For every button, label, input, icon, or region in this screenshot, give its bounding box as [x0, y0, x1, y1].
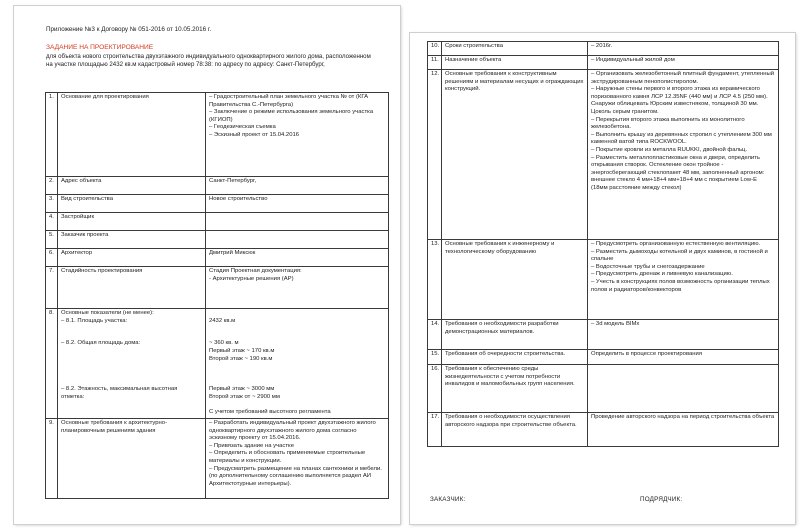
requirements-table-1: [45, 92, 389, 499]
row-number: 13.: [428, 240, 442, 320]
table-row: [428, 413, 779, 447]
row-value: – Организовать железобетонный плитный фундамент, утепленный экструдированным пенополистиролом. – Наружные стены первого и второго этажа из керамического поризованного камня ЛСР 12.35NF (440 мм) и ЛСР 4.5 (250 мм). Снаружи облицевать Юрским известняком, толщиной 30 мм. Цоколь серым гранитом. – Перекрытия второго этажа выполнить из монолитного железобетона. – Выполнить крышу из деревянных стропил с утеплением 300 мм каменной ватой типа ROCKWOOL. – Покрытие кровли из металла RUUKKI, двойной фальц. – Разместить металлопластиковые окна и двери, определить открывания створок. Остекление окон тройное - энергосберегающий стеклопакет 48 мм, заполненный аргоном: внешнее стекло 4 мм+18+4 мм+18+4 мм с покрытием Low-E (18мм расстояние между стекол): [588, 70, 779, 240]
row-value: – 3d модель BIMx: [588, 320, 779, 350]
row-value: Стадия Проектная документация: - Архитектурные решения (АР): [206, 267, 389, 309]
table-row: [428, 365, 779, 413]
row-number: 7.: [46, 267, 58, 309]
row-value: Определить в процессе проектирования: [588, 350, 779, 365]
row-label: Требования к обеспечению среды жизнедеятельности с учетом потребности инвалидов и маломобильных групп населения.: [442, 365, 588, 413]
row-value: Новое строительство: [206, 195, 389, 213]
document-title: ЗАДАНИЕ НА ПРОЕКТИРОВАНИЕ: [46, 44, 154, 51]
table-row: [428, 350, 779, 365]
document-intro: для объекта нового строительства двухэтажного индивидуального одноквартирного жилого дома, расположенном на участке площадью 2432 кв.м кадастровый номер 78:38: по адресу по адресу: Санкт-Петербург,: [46, 53, 371, 69]
row-value: [588, 365, 779, 413]
row-value: Санкт-Петербург,: [206, 177, 389, 195]
row-label: Стадийность проектирования: [58, 267, 206, 309]
row-label: Застройщик: [58, 213, 206, 231]
row-number: 14.: [428, 320, 442, 350]
row-number: 8.: [46, 309, 58, 419]
row-value: – Градостроительный план земельного участка № от (КГА Правительства С.-Петербурга) – Заключение о режиме использования земельного участка (КГИОП) – Геодезическая съемка – Эскизный проект от 15.04.2016: [206, 93, 389, 177]
requirements-table-2: [427, 41, 779, 447]
row-number: 11.: [428, 56, 442, 70]
table-row: [46, 93, 389, 177]
document-page-2: [410, 33, 795, 524]
table-row: [46, 309, 389, 419]
row-number: 15.: [428, 350, 442, 365]
row-number: 1.: [46, 93, 58, 177]
row-label: Назначение объекта: [442, 56, 588, 70]
row-number: 3.: [46, 195, 58, 213]
table-row: [46, 177, 389, 195]
row-value: – Предусмотреть организованную естественную вентиляцию. – Разместить дымоходы котельной и двух каминов, в гостиной и спальне – Водосточные трубы и снегозадержание – Предусмотреть дренаж и ливневую канализацию. – Учесть в конструкциях полов возможность организации теплых полов и радиаторов/конвекторов: [588, 240, 779, 320]
row-number: 16.: [428, 365, 442, 413]
table-row: [428, 320, 779, 350]
row-number: 12.: [428, 70, 442, 240]
row-label: Заказчик проекта: [58, 231, 206, 249]
row-value: 2432 кв.м ~ 360 кв. м Первый этаж ~ 170 кв.м Второй этаж ~ 190 кв.м Первый этаж ~ 3000 мм Второй этаж от ~ 2900 мм С учетом требований высотного регламента: [206, 309, 389, 419]
table-row: [46, 195, 389, 213]
table-row: [46, 213, 389, 231]
row-number: 2.: [46, 177, 58, 195]
row-label: Основные требования к конструктивным решениям и материалам несущих и ограждающих конструкций.: [442, 70, 588, 240]
document-page-1: [14, 6, 400, 524]
table-row: [428, 56, 779, 70]
row-label: Адрес объекта: [58, 177, 206, 195]
row-label: Основание для проектирования: [58, 93, 206, 177]
row-value: – 2016г.: [588, 42, 779, 56]
row-number: 6.: [46, 249, 58, 267]
table-row: [46, 231, 389, 249]
row-label: Основные требования к архитектурно-планировочным решениям здания: [58, 419, 206, 499]
row-value: [206, 213, 389, 231]
row-value: – Индивидуальный жилой дом: [588, 56, 779, 70]
row-label: Архитектор: [58, 249, 206, 267]
row-label: Основные требования к инженерному и технологическому оборудованию: [442, 240, 588, 320]
table-row: [428, 42, 779, 56]
customer-signature-label: ЗАКАЗЧИК:: [430, 496, 466, 503]
contractor-signature-label: ПОДРЯДЧИК:: [640, 496, 683, 503]
row-number: 10.: [428, 42, 442, 56]
table-row: [46, 267, 389, 309]
row-number: 9.: [46, 419, 58, 499]
row-label: Требования об очередности строительства.: [442, 350, 588, 365]
row-label: Вид строительства: [58, 195, 206, 213]
row-value: [206, 231, 389, 249]
row-value: – Разработать индивидуальный проект двухэтажного жилого одноквартирного двухэтажного жилого дома согласно эскизному проекту от 15.04.2016. – Привязать здание на участке – Определить и обосновать применяемые строительные материалы и конструкции. – Предусматреть размещение на планах сантехники и мебели. (по дополнительному соглашению выполняется раздел АИ Архитектотурные интерьеры).: [206, 419, 389, 499]
table-row: [428, 70, 779, 240]
row-number: 17.: [428, 413, 442, 447]
row-label: Основные показатели (не менее): – 8.1. Площадь участка: – 8.2. Общая площадь дома: – 8.2. Этажность, максимальная высотная отметка:: [58, 309, 206, 419]
table-row: [46, 419, 389, 499]
row-label: Сроки строительства: [442, 42, 588, 56]
row-number: 4.: [46, 213, 58, 231]
row-value: Проведение авторского надзора на период строительства объекта: [588, 413, 779, 447]
row-label: Требования о необходимости разработки демонстрационных материалов.: [442, 320, 588, 350]
table-row: [46, 249, 389, 267]
table-row: [428, 240, 779, 320]
appendix-header: Приложение №3 к Договору № 051-2016 от 10.05.2016 г.: [46, 26, 212, 33]
row-value: Дмитрий Миксюк: [206, 249, 389, 267]
row-number: 5.: [46, 231, 58, 249]
row-label: Требования о необходимости осуществления авторского надзора при строительстве объекта.: [442, 413, 588, 447]
